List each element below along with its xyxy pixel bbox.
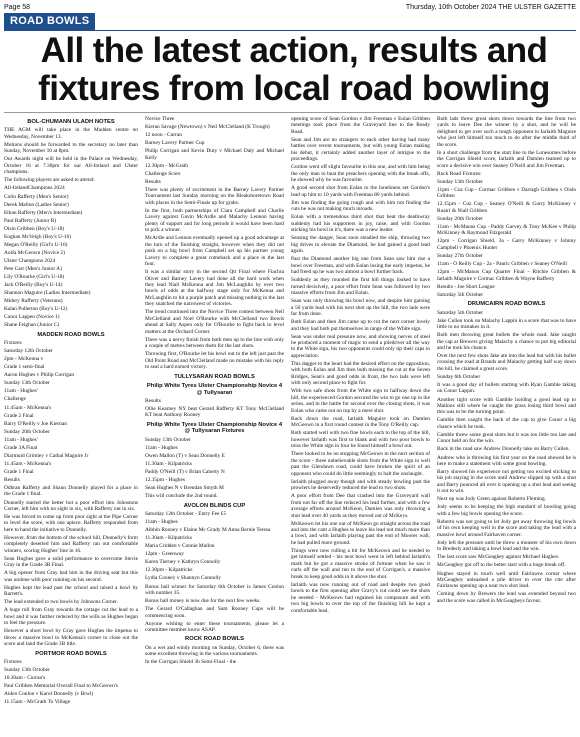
paragraph: Eolan with a tremendous third shot that beat the deathwray suddenly had his supporters in joy, raise, and with Gordon sticking his bowl in it's, there was a new leader. (291, 214, 430, 234)
paragraph: A poor effort from Dee that crashed into the Graveyard wall from not far off the line reduced his lead further, and with a few average efforts around McKeon, Damien was only throwing a shot lead over 40 yards as they moved out of McKeys. (291, 493, 430, 519)
paragraph: 11am - O Reilly Cup - 2a - Pauric Gribben v Seaney O'Neill (437, 261, 567, 267)
paragraph: Shannon Maguire (Ladies Intermediate) (4, 290, 91, 297)
paragraph: Saturday 12th October - Entry Fee £5 (145, 511, 227, 518)
paragraph: 12pm - Corrigan Shield, 3a - Garry McKinney v Johnny Campbell v Phoenix Hunter (437, 238, 576, 251)
paragraph: Kieran Savage (Newtown) v Neil McClelland (K Trough) (145, 124, 270, 131)
paragraph: Sensing the danger, Sean soon steadied the ship, throwing two big drives to elevate the Diamond, he had gained a good lead again. (291, 235, 430, 255)
paragraph: Saturday 5th October (437, 309, 484, 316)
paragraph: With two safe shots from the White sign to halfway down the hill, the experienced Gordon secured the win to go one up in the series, and in the battle for second over the closing shots, it was Eolan who came out on top by a mere shot. (291, 388, 430, 414)
headline: All the latest action, results and fixtures from local road bowling (38, 31, 550, 108)
paragraph: Ethan Rafferty (Men's Intermediate) (4, 209, 83, 216)
paragraph: Colin Rafferty (Men's Senior) (4, 193, 69, 200)
paragraph: Gamble threw some great shots but it was too little too late and Conor held on for the win. (437, 431, 576, 445)
paragraph: There was a nervy finish from both men up to the line with only a couple of metres between them for the last shots. (145, 336, 284, 350)
paragraph: Both started well with two fine bowls each to the top of the hill, however Iarlaith was first to blank and with two poor bowls to miss the White sign in four he found himself a bowl out. (291, 430, 430, 450)
paragraph: Aiden Conlon v Karol Donnelly (v Brwl) (4, 691, 94, 698)
paragraph: Back in the road saw Andrew Donnelly take on Barry Cullen. (437, 446, 570, 453)
paragraph: Coming down by Brewers the lead was extended beyond two and the score was called in McGeagheys favour. (437, 591, 576, 604)
paragraph: In the Corrigan Shield 3b Semi-Final - the (145, 659, 237, 666)
paragraph: Barry showed his experience not getting too excited sticking to his job staying in the score until Andrew slipped up with a shot and Barry pounced all over it opening up a shot lead and seeing it out to win. (437, 469, 576, 495)
paragraph: The trend continued into the Novice Three contest between Neil McClelland and Noel O'Rourke with McClelland two Bowls ahead at Sally Aspen only for O'Rourke to fight back to level matters at the Orchard Corner. (145, 309, 284, 335)
headline-divider (4, 112, 576, 113)
paragraph: Megan O'Reilly (Girl's U-16) (4, 241, 68, 248)
issue-date-title: Thursday, 10th October 2024 THE ULSTER GAZETTE (405, 3, 576, 11)
subheading: AVOLON BLINDS CUP (183, 502, 246, 509)
paragraph: Both lads threw great shots down towards the line from two yards to leave Dee the winner by a shot, and he will be delighted to get over such a tough opponent in Iarlaith Maguire who just left himself too much to do after the middle third of the score. (437, 116, 576, 148)
paragraph: There looked to be no stopping McGeown in the next section of the score - three unbelievable shots from the White sign to well past the Glendawn road, could have broken the spirit of an opponent who could do little seemingly to halt the onslaught. (291, 451, 430, 477)
paragraph: 11am - Hughes' (4, 436, 38, 443)
paragraph: The last score saw McGeaghey against Michael Hughes. (437, 554, 560, 561)
paragraph: Both men throwing great bullets the whole road. Jake caught the cap at Brewers giving Malachy a chance to put big editorial and he took his chance. (437, 332, 576, 351)
paragraph: Things were now rolling a bit for McKeown and he needed to get himself settled - his next bowl went in left behind Iarlaith's mark but he got a massive stroke of fortune when he saw it curls off the wall and run to the end of Corrigan's, a massive break to keep good odds in it above the shot. (291, 547, 430, 580)
paragraph: 12 noon - Curran (145, 132, 182, 139)
page-header-bar (4, 2, 576, 12)
paragraph: Next up was Jody Green against Roberto Fleming. (437, 496, 546, 503)
paragraph: Sunday 13th October (4, 667, 50, 674)
paragraph: Oisin Gribben (Boy's U-18) (4, 225, 65, 232)
paragraph: However a short bowl by Gray gave Hughes the impetus to throw a massive bowl to McKenna's corner to close out the score and land the Grade 3B title. (4, 628, 138, 648)
paragraph: Shane Feighan (Junior C) (4, 322, 60, 329)
paragraph: On a wet and windy morning on Sunday, October 6, there was some excellent throwing in the various tournaments. (145, 644, 284, 658)
paragraph: Throwing first, O'Rourke let his bowl out to the left just past the Old Point Road and McClelland made no mistake with his reply to seal a hard earned victory. (145, 351, 284, 371)
paragraph: Over the next few shots Jake ate into the lead but with his bullet crossing the road at Brands and Malachy getting half way down the hill, he claimed a great score. (437, 353, 576, 372)
paragraph: 12pm - McManus Cup Quarter Final - Ritchie Gribben & Iarlaith Maguire v Cormac Gribben & Wayne Rafferty (437, 269, 576, 282)
paragraph: Sunday 13th October (437, 178, 483, 185)
paragraph: 2pm - McKenna v (4, 356, 44, 363)
subheading: Philip White Tyres Ulster Championship Novice 4 @ Tullysaran (146, 383, 283, 396)
paragraph: 11.30am - Kilpatricks (145, 460, 192, 467)
paragraph: There was plenty of excitement in the Barney Lavery Partner Tournament last Sunday morning on the Bleakmoretown Road with places in the Semi-Finals up for grabs. (145, 186, 284, 206)
paragraph: He was forced to come up from poor sight at the Pipe Corner to level the score, with one apiece. Rafferty responded from here to hand the initiative to Donnelly. (4, 514, 138, 533)
paragraph: Maria Cridden v Connie Mallon (145, 543, 215, 550)
subheading: ROCK ROAD BOWLS (185, 636, 244, 643)
paragraph: 11.15am - McGrath To Village (4, 699, 71, 706)
subheading: MADDEN ROAD BOWLS (37, 331, 105, 338)
paragraph: Suddenly as they rounded the first hill things looked to have turned decisively, a poor effort from Sean was followed by two massive efforts from Jim and Eolan. (291, 277, 430, 297)
subheading: BOL-CHUMANN ULADH NOTES (27, 119, 115, 125)
paragraph: This will conclude the 2nd round. (145, 493, 218, 500)
paragraph: Ulster Champions 2024 (4, 257, 56, 264)
paragraph: Barney Lavery Partner Cup (145, 140, 205, 147)
subheading: PORTMOR ROAD BOWLS (35, 650, 107, 657)
paragraph: The following players are asked to attend: (4, 177, 95, 184)
paragraph: All-IrelandChampions 2024 (4, 185, 65, 192)
paragraph: Eoghan McVeigh (Boy's U-16) (4, 233, 71, 240)
paragraph: Sean Hughes N v Brendan Smyth M (145, 485, 224, 492)
paragraph: Odhran Rafferty and Shaun Donnelly played for a place in the Grade 1 final. (4, 485, 138, 498)
paragraph: Sunday 13th October (145, 436, 191, 443)
paragraph: In the first, both partnerships of Ciara Campbell and Charlie Lavery against Gavin McArdle and Malachy Lennon having plenty of support and for long periods it would have been hard to pick a winner. (145, 207, 284, 234)
paragraph: Sean Hughes gave a solid performance to overcome Stevie Gray in the Grade 3B Final. (4, 555, 138, 569)
paragraph: Jack O'Reilly (Boy's U-14) (4, 282, 63, 289)
paragraph: Past the Diamond another big one from Sean saw him rise a bowl over Freeman, and with Eolan losing the early impetus, he had freed up he was two almost a bowl further back. (291, 256, 430, 276)
paragraph: Sean was only throwing his bowl now, and despite him gaining a 50 yards lead with his next shot up the hill, the two lads were far from done. (291, 298, 430, 318)
paragraph: Grade 1 semi-final (4, 364, 45, 371)
paragraph: Roberto was not going to let Jody get away throwing big bowls of his own keeping well in the score and taking the lead with a massive bowl around Fairhaven corner. (437, 518, 576, 538)
paragraph: 11am - Hughes (145, 444, 178, 451)
paragraph: Aaron Hughes v Philip Corrigan (4, 372, 75, 379)
paragraph: Bonus ball money is now due for the next few weeks. (145, 598, 261, 604)
paragraph: Iarlaith was now running out of road and despite two good bowls to the first opening after Gravy's cut could see the shots he needed - McKeown had regained his composure and with two big bowls to over the top of the finishing hill he kept a comfortable lead. (291, 581, 430, 614)
paragraph: It was a good day of bullets starting with Ryan Gamble taking on Conor Lappin. (437, 382, 576, 395)
paragraph: Grade 1 Final (4, 468, 34, 475)
paragraph: Barry O'Reilly v Joe Kiernan (4, 420, 67, 427)
paragraph: Our Awards night will be held in the Palace on Wednesday, October 16 at 7.30pm for our All-Ireland and Ulster champions. (4, 156, 138, 176)
paragraph: Challenge Score (145, 170, 181, 177)
paragraph: Lydia Cooney v Shannyn Connolly (145, 575, 222, 582)
paragraph: Motions should be forwarded to the secretary no later than Sunday, November 10 at 8pm. (4, 141, 138, 155)
paragraph: Results (4, 476, 20, 483)
paragraph: Rock Road Fixtures: (437, 170, 482, 177)
article-column-3 (291, 116, 430, 734)
paragraph: Sunday 6th October (437, 373, 481, 380)
paragraph: 11pm - Cuz Cup - Cormac Gribben v Darragh Gribben v Oisin Gribben (437, 186, 576, 200)
paragraph: Pete Carr (Men's Junior A) (4, 265, 62, 272)
paragraph: opening score of Sean Gordon v Jim Freeman v Eolan Gribben meetings took place from the Graveyard line to the Ready Road. (291, 116, 430, 135)
paragraph: 11.30am - Kilpatricks (145, 535, 192, 542)
paragraph: Results (145, 397, 161, 404)
paragraph: Back down the road, Iarlaith Maguire took on Damien McGeown in a first round contest in the Tony O'Reilly cup. (291, 415, 430, 429)
page-number: Page 58 (4, 3, 31, 11)
paragraph: Fixtures (4, 659, 22, 666)
paragraph: Diarmuid Grimley v Cathal Maguire Jr (4, 452, 89, 459)
paragraph: Kalan Pullerton (Boy's U-12) (4, 306, 68, 313)
article-column-2 (145, 116, 284, 734)
paragraph: Saturday 12th October (4, 348, 53, 355)
paragraph: Paul Rafferty (Junior B) (4, 217, 57, 224)
paragraph: The lead extended to two bowls by Johnsons Corner. (4, 599, 118, 606)
paragraph: 12.15pm - Hughes (145, 477, 185, 484)
paragraph: Sean was under real pressure now, and showing nerves of steel he produced a moment of magic to send a piledriver all the way to the White sign, his two opponents could only tip their caps in appreciation. (291, 333, 430, 359)
paragraph: Bonus ball winner for Saturday 6th October is James Conlon with number 35. (145, 583, 284, 596)
paragraph: Grade 2 Final (4, 412, 34, 419)
paragraph: Jim was finding the going rough and with him not finding the cuts he was not making much inroads. (291, 199, 430, 213)
paragraph: Results - Joe Short League (437, 283, 495, 290)
section-header (4, 13, 576, 31)
paragraph: Jake Cullen took on Malachy Lappin in a score that was to have little to no mistakes in it. (437, 317, 576, 330)
paragraph: Philip Corrigan and Kevin Duty v Michael Daly and Michael Kelly (145, 148, 284, 161)
paragraph: Aoifa McGeown (Novice 2) (4, 249, 65, 256)
paragraph: A huge roll from Gray towards the cottage cut the lead to a bowl and it was further reduced by the wills as Hughes began to feel the pressure. (4, 607, 138, 627)
paragraph: Lily O'Rourke (Girl's U-18) (4, 273, 65, 280)
paragraph: This dagger to the heart had the desired effect on the opposition, with both Eolan and Jim then both missing the cut at the Seven Bridges, Sean's and good odds in front, the two lads were left with only second place to fight for. (291, 360, 430, 387)
paragraph: 11.45am - McKenna's (4, 460, 52, 467)
paragraph: In a short challenge from the start line to the Lonesomes before the Corrigan Shield score, Iarlaith and Damien teamed up to score a decisive win over Seaney O'Neill and Jim Freeman. (437, 149, 576, 169)
paragraph: Paddy O'Neill (T) v Brian Caherty N (145, 469, 225, 476)
paragraph: 12.30pm - Kilpatricks (145, 567, 193, 574)
subheading: Philip White Tyres Ulster Championship Novice 4 @ Tullysaran Fixtures (146, 421, 283, 435)
paragraph: Gordon went off slight favourite in this one, and with him being the only man to beat the preachers opening with the break offs, he showed why he was favourite. (291, 164, 430, 184)
paragraph: Andrew who is throwing his first year on the road showed he is here to make a statement with some great bowling. (437, 454, 576, 467)
subheading: DRUMCAIRN ROAD BOWLS (467, 301, 546, 308)
paragraph: Ollie Kearney NY beat Gerard Rafferty KT Tony McClelland KT beat Anthony Rooney (145, 406, 284, 419)
paragraph: Jody seems to be keeping the high standard of bowling going with a few big bowls opening the score. (437, 504, 576, 517)
paragraph: Sean and Jim are no strangers to each other having had many battles over recent tournaments, but with young Eolan making his debut, it certainly added another layer of intrigue to the proceedings. (291, 136, 430, 163)
paragraph: 11am - McManus Cup - Paddy Garvey & Tony McKee v Philip McKinney & Raymond Fitzgerald (437, 223, 576, 237)
paragraph: Hughes stayed in touch well until Fairlawns corner where McGeaghey unleashed a pile driver to over the cite after Fairlawns opening up a near two shot lead. (437, 570, 576, 590)
paragraph: Paul Gribben Memorial Overall Final to McGeown's (4, 683, 118, 690)
paragraph: Challenge (4, 396, 26, 403)
paragraph: Results (145, 178, 161, 185)
paragraph: Sunday 20th October (437, 215, 483, 222)
paragraph: Another tight score with Gamble holding a good lead up to Mallons still where he caught the grass losing third bowl and this was to be the turning point. (437, 396, 576, 416)
paragraph: 12.30pm - McGrath (145, 162, 188, 169)
section-label: ROAD BOWLS (4, 13, 95, 30)
paragraph: 11.45am - McKenna's (4, 404, 52, 411)
article-column-4 (437, 116, 576, 734)
paragraph: Aibhin Rooney v Elaine Mc Grady M Anna Bernie Teresa (145, 527, 271, 534)
paragraph: Donnelly started the better but a poor effort into Johnstons Corner, left him with no sight in six, with Rafferty out in six. (4, 499, 138, 512)
paragraph: McGeaghey got off to the better start with a huge break off. (437, 562, 566, 569)
paragraph: 12.15pm - Cuz Cup - Seaney O'Neill & Gurry McKinney v Ruairí & Niall Gribben (437, 201, 576, 214)
paragraph: Fixtures (4, 340, 22, 347)
paragraph: The Gerard O'Callaghan and Sam Rooney Cups will be commencing soon. (145, 606, 284, 619)
paragraph: Anyone wishing to enter these tournaments, please let a committee member know ASAP. (145, 620, 284, 633)
article-column-1 (4, 116, 138, 734)
paragraph: A big opener from Gray had him in the driving seat but this was undone with poor running on his second. (4, 570, 138, 583)
paragraph: McKeown let his one out of McKeon go straight across the road and into the cant a Hughes to leave his lead not much more than a bowl, and with Iarlaith playing past the end of Moores wall, he had pulled more ground. (291, 520, 430, 546)
paragraph: Gamble then caught the back of the cap to give Conor a big chance which he took. (437, 417, 576, 430)
paragraph: 10.30am - Curran's (4, 675, 46, 682)
paragraph: 11am - Hughes' (4, 388, 38, 395)
paragraph: Sunday 20th October (4, 428, 50, 435)
paragraph: McArdle and Lennon eventually opened up a good advantage at the turn of the finishing straight, however when they did not push on a big bowl from Campbell set up his partner young Lavery to complete a great comeback and a place in the last four. (145, 235, 284, 267)
paragraph: Grade 3A Final (4, 444, 38, 451)
paragraph: Both Eolan and then Jim came up to cut the next corner lovely and they had both put themselves in range of the White sign. (291, 319, 430, 332)
paragraph: Sunday 13th October (4, 380, 50, 387)
paragraph: Conor Lappen (Novice 1) (4, 314, 60, 321)
paragraph: THE AGM will take place in the Madden centre on Wednesday, November 13. (4, 127, 138, 140)
paragraph: Hughes kept the lead past the school and raised a bowl by Barrett's. (4, 584, 138, 598)
subheading: TULLYSARAN ROAD BOWLS (174, 373, 255, 380)
paragraph: Novice Three (145, 116, 175, 122)
paragraph: 11am - Hughes (145, 519, 178, 526)
paragraph: Saturday 5th October (437, 291, 484, 298)
paragraph: It was a similar story in the second Qtr Final where Fiachra Oliver and Barney Lavery had done all the hard work when they lead Niall McKenna and Jim McLaughlin by over two bowls of odds at the halfway stage only for McKenna and McLaughlin to hit a purple patch and missing nothing in the last they snatched the narrowest of victories. (145, 269, 284, 308)
paragraph: Derek Mallon (Ladies Senior) (4, 201, 69, 208)
paragraph: Midery Rafferty (Veterans) (4, 298, 63, 305)
paragraph: Karen Tierney v Kathryn Connolly (145, 559, 221, 566)
paragraph: Iarlaith plugged away though and with steady bowling past the prowlers he deservedly reduced the lead to two shots. (291, 478, 430, 492)
paragraph: However, from the bottom of the school hill, Donnelly's form completely deserted him and Rafferty ran out comfortable winners, scoring Hughes' line in 16. (4, 534, 138, 554)
paragraph: A good second shot from Eolan to the loneliness set Gordon's lead up him to 10 yards with Freeman 80 yards behind. (291, 185, 430, 198)
paragraph: Jody left the pressure until he threw a monster of his own down to Bredesly and taking a bowl lead and the win. (437, 539, 576, 553)
paragraph: Owen Mallon (T) v Sean Donnelly E (145, 452, 225, 459)
paragraph: 12pm - Greenway (145, 551, 184, 558)
paragraph: Sunday 27th October (437, 252, 483, 259)
